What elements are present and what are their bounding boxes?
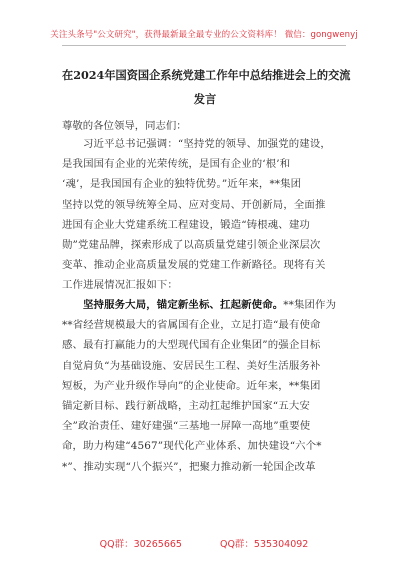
footer-qq-group-1: QQ群：30265665 — [99, 539, 182, 550]
section-heading: 坚持服务大局，锚定新坐标、扛起新使命。 — [83, 299, 284, 311]
paragraph-line: 锚定新目标、践行新战略，主动扛起维护国家“五大安 — [62, 399, 310, 412]
paragraph-line: 习近平总书记强调：“坚持党的领导、加强党的建设， — [83, 138, 331, 150]
paragraph-line: 勋”党建品牌，探索形成了以高质量党建引领企业深层次 — [62, 238, 321, 251]
paragraph-line — [62, 295, 350, 315]
footer-qq-group-2: QQ群：535304092 — [219, 539, 309, 550]
paragraph-line: 坚持以党的领导统筹全局、应对变局、开创新局，全面推 — [62, 198, 326, 211]
paragraph-line: 感、最有打赢能力的大型现代国有企业集团”的强企目标 — [62, 339, 321, 352]
paragraph-line: 命，助力构建“4567”现代化产业体系、加快建设“六个* — [62, 440, 322, 453]
document-title-line-1: 在2024年国资国企系统党建工作年中总结推进会上的交流 — [62, 68, 351, 82]
paragraph-section-1 — [62, 295, 350, 477]
document-title-line-2: 发言 — [193, 92, 217, 106]
paragraph-line: ‘魂’，是我国国有企业的独特优势。”近年来，**集团 — [62, 178, 302, 191]
paragraph-line: *”、推动实现“八个振兴”，把聚力推动新一轮国企改革 — [62, 460, 316, 473]
paragraph-line: 进国有企业大党建系统工程建设，锻造“铸根魂、建功 — [62, 218, 310, 231]
paragraph-line: **省经营规模最大的省属国有企业，立足打造“最有使命 — [62, 319, 321, 332]
paragraph-line: 全”政治责任、建好建强“三基地一屏障一高地”重要使 — [62, 420, 311, 433]
paragraph-line: 工作进展情况汇报如下： — [62, 279, 178, 292]
paragraph-line: 短板，为产业升级作导向”的企业使命。近年来，**集团 — [62, 379, 321, 392]
paragraph-line: 变革、推动企业高质量发展的党建工作新路径。现将有关 — [62, 259, 326, 272]
header-divider — [62, 45, 346, 46]
paragraph-intro — [62, 134, 350, 296]
paragraph-line: 是我国国有企业的光荣传统，是国有企业的‘根’和 — [62, 158, 291, 171]
header-notice: 关注头条号"公文研究"，获得最新最全最专业的公文资料库！ 微信：gongwenyj — [50, 30, 358, 40]
paragraph-line: 自觉肩负“为基础设施、安居民生工程、美好生活服务补 — [62, 359, 321, 372]
greeting: 尊敬的各位领导，同志们： — [62, 120, 187, 132]
paragraph-text: **集团作为 — [283, 299, 337, 311]
footer-contact — [0, 536, 408, 550]
